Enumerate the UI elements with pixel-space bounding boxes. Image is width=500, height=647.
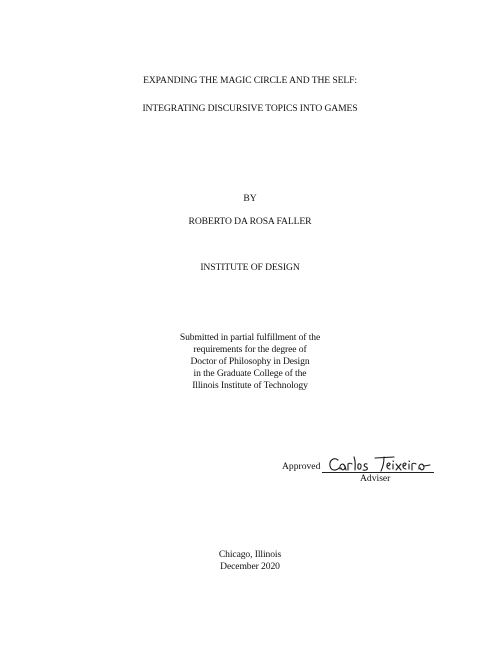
submission-line: Doctor of Philosophy in Design (190, 356, 310, 367)
location: Chicago, Illinois (218, 549, 282, 560)
date: December 2020 (220, 561, 280, 572)
approval-block (282, 456, 442, 486)
title-line-1: EXPANDING THE MAGIC CIRCLE AND THE SELF: (143, 75, 357, 86)
approved-label: Approved (282, 461, 321, 472)
department-name: INSTITUTE OF DESIGN (200, 262, 300, 273)
submission-line: requirements for the degree of (193, 344, 307, 355)
title-line-2: INTEGRATING DISCURSIVE TOPICS INTO GAMES (142, 103, 358, 114)
adviser-label: Adviser (360, 473, 391, 484)
author-name: ROBERTO DA ROSA FALLER (188, 216, 312, 227)
submission-line: Illinois Institute of Technology (192, 380, 308, 391)
submission-line: Submitted in partial fulfillment of the (179, 332, 321, 343)
submission-line: in the Graduate College of the (193, 368, 307, 379)
by-label: BY (243, 193, 257, 204)
